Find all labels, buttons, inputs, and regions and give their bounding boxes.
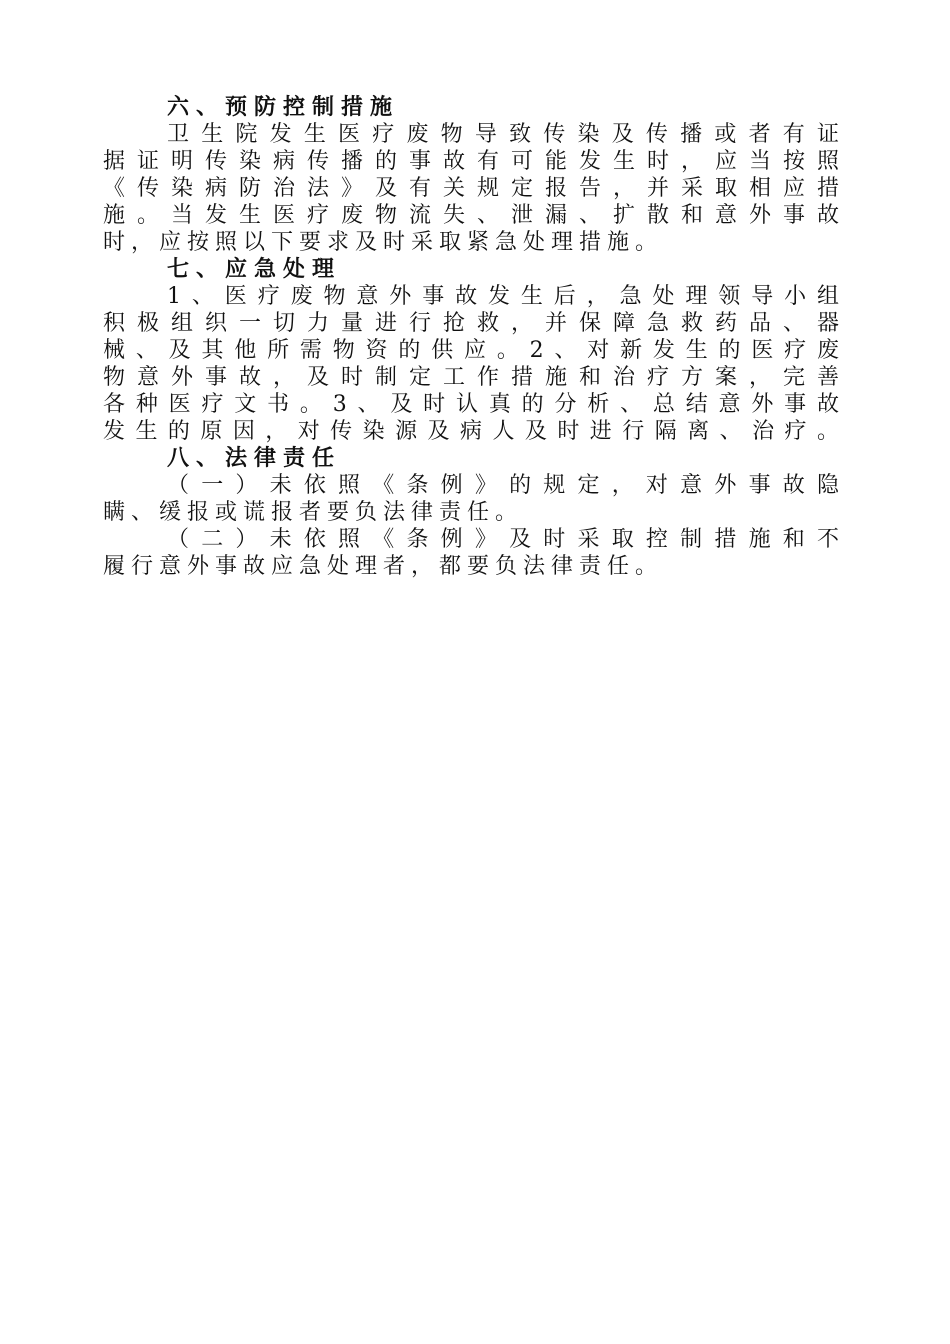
- text-line: 履行意外事故应急处理者，都要负法律责任。: [103, 554, 664, 579]
- text-line: 《传染病防治法》及有关规定报告，并采取相应措: [103, 176, 845, 201]
- paragraph-liability-1: [103, 472, 845, 526]
- text-line: 械、及其他所需物资的供应。2、对新发生的医疗废: [103, 338, 845, 363]
- section-heading-liability: 八、法律责任: [167, 446, 342, 471]
- text-line: 发生的原因，对传染源及病人及时进行隔离、治疗。: [103, 419, 845, 444]
- text-line: （二）未依照《条例》及时采取控制措施和不: [167, 527, 845, 552]
- section-heading-prevention: 六、预防控制措施: [167, 95, 400, 120]
- paragraph-emergency: [103, 283, 845, 445]
- text-line: （一）未依照《条例》的规定，对意外事故隐: [167, 473, 845, 498]
- text-line: 各种医疗文书。3、及时认真的分析、总结意外事故: [103, 392, 845, 417]
- text-line: 瞒、缓报或谎报者要负法律责任。: [103, 500, 524, 525]
- text-line: 卫生院发生医疗废物导致传染及传播或者有证: [167, 122, 845, 147]
- text-line: 物意外事故，及时制定工作措施和治疗方案，完善: [103, 365, 845, 390]
- section-heading-emergency: 七、应急处理: [167, 257, 342, 282]
- document-page: [103, 94, 845, 580]
- text-line: 施。当发生医疗废物流失、泄漏、扩散和意外事故: [103, 203, 845, 228]
- paragraph-prevention: [103, 121, 845, 256]
- paragraph-liability-2: [103, 526, 845, 580]
- text-line: 据证明传染病传播的事故有可能发生时，应当按照: [103, 149, 845, 174]
- text-line: 时，应按照以下要求及时采取紧急处理措施。: [103, 230, 664, 255]
- text-line: 1、医疗废物意外事故发生后，急处理领导小组: [167, 284, 845, 309]
- text-line: 积极组织一切力量进行抢救，并保障急救药品、器: [103, 311, 845, 336]
